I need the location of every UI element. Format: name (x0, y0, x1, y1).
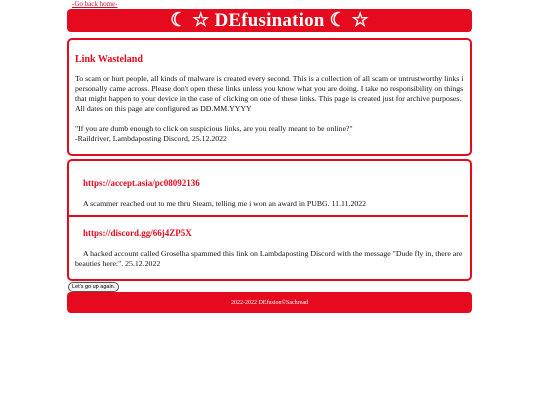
link-description: A scammer reached out to me thru Steam, telling me i won an award in PUBG. 11.11.2022 (83, 199, 367, 208)
site-title: ☾ ☆ DEfusination ☾ ☆ (170, 10, 369, 31)
scam-link[interactable]: https://discord.gg/66j4ZP5X (83, 228, 192, 238)
scam-link[interactable]: https://accept.asia/pc08092136 (83, 178, 200, 188)
go-back-home-link[interactable]: -Go back home- (72, 0, 118, 8)
intro-paragraph: To scam or hurt people, all kinds of malware is created every second. This is a collection of all scam or untrustworthy links i personally came across. Please don't open these links unless you know what you are doing. I take no responsibility on things that might happen to your device in the case of clicking on one of these links. This page is created just for archive purposes. All dates on this page are configured as DD.MM.YYYY (75, 74, 464, 113)
back-to-top-button[interactable]: Let's go up again. (68, 282, 119, 292)
quote-attribution: -Raildriver, Lambdaposting Discord, 25.12.2022 (75, 134, 227, 143)
link-description: A hacked account called Groselha spammed this link on Lambdaposting Discord with the message "Dude fly in, there are beauties here:". 25.12.2022 (75, 249, 463, 268)
links-card (67, 159, 472, 281)
entry-divider (69, 215, 468, 217)
quote-text: "If you are dumb enough to click on suspicious links, are you really meant to be online?" (75, 124, 353, 133)
quote-block (75, 124, 467, 144)
site-banner (67, 9, 472, 32)
footer-text: 2022-2022 DEfusion©Sachread (230, 299, 309, 306)
site-footer (67, 292, 472, 313)
intro-card (67, 38, 472, 156)
page-heading: Link Wasteland (75, 54, 143, 65)
